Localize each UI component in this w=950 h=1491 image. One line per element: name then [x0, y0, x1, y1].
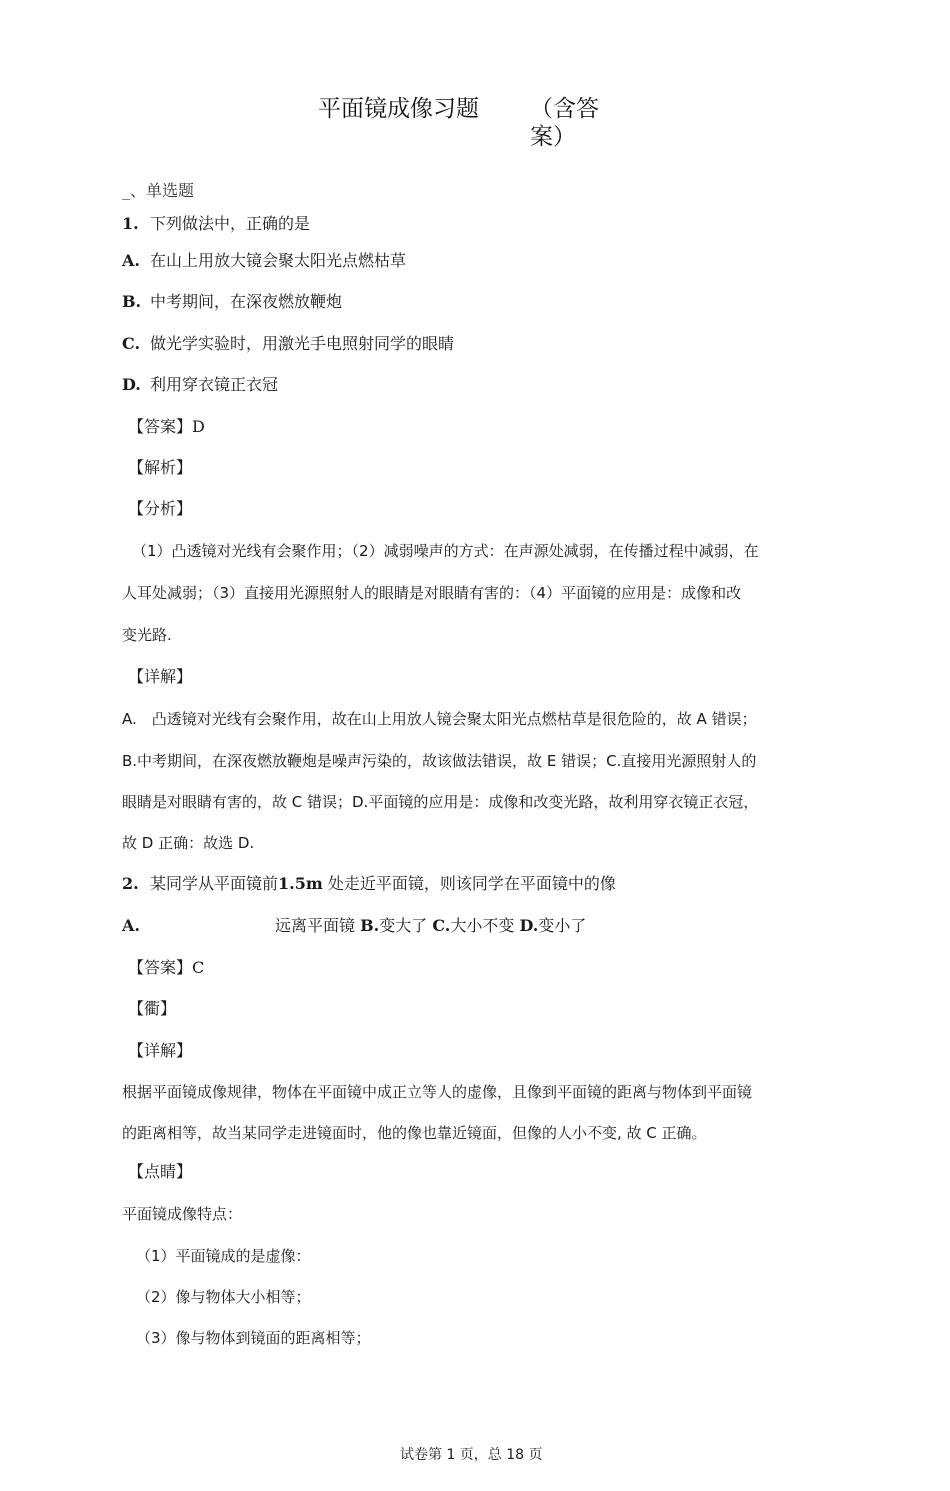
- q2-stem-distance: 1.5m: [278, 874, 323, 893]
- page-footer: 试卷第 1 页，总 18 页: [400, 1447, 543, 1463]
- q2-option-b-label: B.: [360, 916, 380, 935]
- q1-option-c-label: C.: [122, 334, 141, 353]
- q2-features-heading: 平面镜成像特点：: [122, 1205, 243, 1223]
- q1-option-a-label: A.: [122, 251, 140, 270]
- q2-option-a-text: 远离平面镜: [275, 916, 356, 935]
- q2-option-a-label: A.: [122, 916, 140, 935]
- q2-option-d-text: 变小了: [538, 916, 587, 935]
- q1-analysis-line: 人耳处减弱；（3）直接用光源照射人的眼睛是对眼睛有害的：（4）平面镜的应用是：成像和改: [122, 584, 742, 602]
- q1-detail-line: B.中考期间，在深夜燃放鞭炮是噪声污染的，故该做法错误，故 E 错误；C.直接用光源照射人的: [122, 752, 757, 770]
- q1-analysis-line: （1）凸透镜对光线有会聚作用；（2）减弱噪声的方式：在声源处减弱，在传播过程中减弱，在: [132, 542, 759, 560]
- q1-option-a-text: 在山上用放大镜会聚太阳光点燃枯草: [150, 251, 407, 270]
- q2-stem: [150, 873, 616, 895]
- section-heading: _、单选题: [122, 181, 195, 200]
- q2-detail-line: 根据平面镜成像规律，物体在平面镜中成正立等人的虚像，且像到平面镜的距离与物体到平面镜: [122, 1083, 753, 1101]
- q1-option-d-label: D.: [122, 375, 141, 394]
- q2-feature-item: （3）像与物体到镜面的距离相等；: [136, 1329, 371, 1347]
- q2-option-b-text: 变大了: [379, 916, 428, 935]
- q1-number: 1.: [122, 214, 139, 233]
- q2-stem-before: 某同学从平面镜前: [150, 874, 279, 893]
- q1-detail-line: 故 D 正确：故选 D.: [122, 834, 255, 852]
- q2-dianjing-heading: 【点睛】: [128, 1162, 193, 1181]
- q2-option-c-text: 大小不变: [450, 916, 515, 935]
- q2-number: 2.: [122, 874, 139, 893]
- q2-detail-heading: 【详解】: [128, 1041, 193, 1060]
- q1-detail-heading: 【详解】: [128, 667, 193, 686]
- q1-analysis-line: 变光路.: [122, 626, 172, 644]
- q2-options-row: [275, 915, 586, 937]
- q1-stem: 下列做法中，正确的是: [150, 214, 311, 233]
- q2-answer: 【答案】C: [128, 958, 205, 977]
- q2-detail-line: 的距离相等，故当某同学走进镜面时，他的像也靠近镜面，但像的人小不变, 故 C 正确。: [122, 1124, 707, 1142]
- q1-jiexi-heading: 【解析】: [128, 458, 193, 477]
- q1-detail-line: A. 凸透镜对光线有会聚作用，故在山上用放人镜会聚太阳光点燃枯草是很危险的，故 A 错误；: [122, 710, 757, 728]
- q2-option-c-label: C.: [432, 916, 451, 935]
- q1-option-b-label: B.: [122, 292, 142, 311]
- q1-detail-line: 眼睛是对眼睛有害的，故 C 错误；D.平面镜的应用是：成像和改变光路，故利用穿衣镜正衣冠，: [122, 793, 759, 811]
- page-title-main: 平面镜成像习题: [318, 96, 479, 122]
- q1-option-c-text: 做光学实验时，用激光手电照射同学的眼睛: [150, 334, 455, 353]
- q1-option-d-text: 利用穿衣镜正衣冠: [150, 375, 279, 394]
- q2-feature-item: （2）像与物体大小相等；: [136, 1288, 311, 1306]
- q1-option-b-text: 中考期间，在深夜燃放鞭炮: [150, 292, 343, 311]
- q2-feature-item: （1）平面镜成的是虚像：: [136, 1247, 311, 1265]
- q2-option-d-label: D.: [519, 916, 539, 935]
- q1-analysis-heading: 【分析】: [128, 499, 193, 518]
- page-title-suffix-wrap: 案）: [530, 124, 576, 150]
- page-title-suffix: （含答: [530, 96, 599, 122]
- q2-stem-after: 处走近平面镜，则该同学在平面镜中的像: [327, 874, 616, 893]
- q2-heng-heading: 【衢】: [128, 999, 177, 1018]
- q1-answer: 【答案】D: [128, 417, 205, 436]
